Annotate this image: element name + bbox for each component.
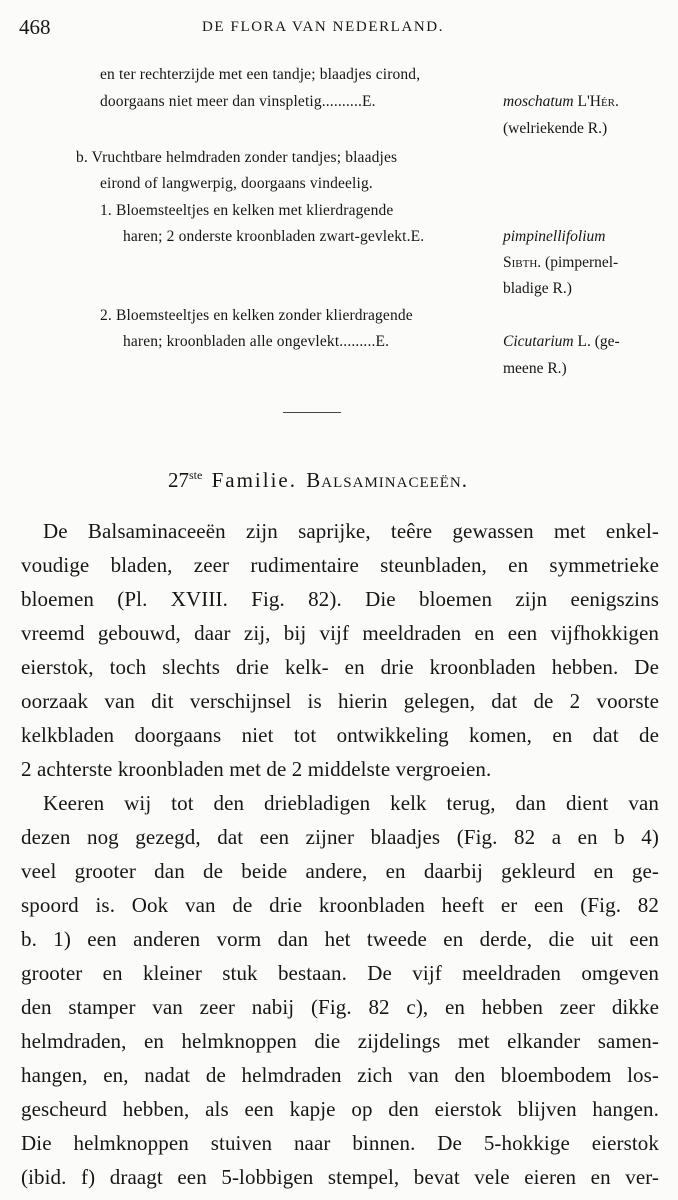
body-line: kelkbladen doorgaans niet tot ontwikkeling komen, en dat de — [21, 723, 659, 747]
species-common-name: (pimpernel- — [545, 254, 619, 271]
body-line: oorzaak van dit verschijnsel is hierin gelegen, dat de 2 voorste — [21, 689, 659, 713]
section-divider — [283, 412, 341, 413]
species-entry — [503, 93, 619, 111]
key-line: 1. Bloemsteeltjes en kelken met klierdragende — [100, 202, 394, 219]
key-line: eirond of langwerpig, doorgaans vindeelig. — [100, 175, 373, 192]
body-line: Die helmknoppen stuiven naar binnen. De 5-hokkige eierstok — [21, 1131, 659, 1155]
body-line: hangen, en, nadat de helmdraden zich van den bloembodem los- — [21, 1063, 659, 1087]
body-line: gescheurd hebben, als een kapje op den eierstok blijven hangen. — [21, 1097, 659, 1121]
key-line: 2. Bloemsteeltjes en kelken zonder klierdragende — [100, 307, 413, 324]
body-line: grooter en kleiner stuk bestaan. De vijf meeldraden omgeven — [21, 961, 659, 985]
body-line: 2 achterste kroonbladen met de 2 middelste vergroeien. — [21, 757, 492, 781]
key-line: en ter rechterzijde met een tandje; blaadjes cirond, — [100, 66, 421, 83]
species-name: pimpinellifolium — [503, 228, 606, 245]
body-line: bloemen (Pl. XVIII. Fig. 82). Die bloemen zijn eenigszins — [21, 587, 659, 611]
body-line: (ibid. f) draagt een 5-lobbigen stempel, bevat vele eieren en ver- — [21, 1165, 659, 1189]
species-common-name: (ge- — [594, 333, 620, 350]
body-line: dezen nog gezegd, dat een zijner blaadjes (Fig. 82 a en b 4) — [21, 825, 659, 849]
key-line: b. Vruchtbare helmdraden zonder tandjes; blaadjes — [76, 149, 398, 166]
body-line: den stamper van zeer nabij (Fig. 82 c), en hebben zeer dikke — [21, 995, 659, 1019]
species-name: Cicutarium — [503, 333, 574, 350]
body-line: vreemd gebouwd, daar zij, bij vijf meeldraden en een vijfhokkigen — [21, 621, 659, 645]
species-common-name: bladige R.) — [503, 280, 572, 297]
body-line: b. 1) een anderen vorm dan het tweede en derde, die uit een — [21, 927, 659, 951]
species-entry — [503, 254, 618, 272]
family-heading — [168, 468, 468, 493]
family-number: 27 — [168, 468, 189, 492]
species-author: Sibth. — [503, 254, 542, 271]
species-entry — [503, 333, 620, 351]
species-author: L. — [577, 333, 591, 350]
running-title: DE FLORA VAN NEDERLAND. — [202, 19, 445, 35]
body-line: helmdraden, en helmknoppen die zijdelings met elkander samen- — [21, 1029, 659, 1053]
body-line: spoord is. Ook van de drie kroonbladen heeft er een (Fig. 82 — [21, 893, 659, 917]
key-line: haren; kroonbladen alle ongevlekt.........E. — [123, 333, 390, 350]
species-common-name: meene R.) — [503, 360, 567, 377]
body-line: veel grooter dan de beide andere, en daarbij gekleurd en ge- — [21, 859, 659, 883]
key-line: doorgaans niet meer dan vinspletig..........E. — [100, 93, 376, 110]
species-name: moschatum — [503, 93, 574, 110]
body-line: De Balsaminaceeën zijn saprijke, teêre gewassen met enkel- — [43, 519, 659, 543]
species-author: L'Hér. — [577, 93, 619, 110]
family-number-suffix: ste — [189, 468, 203, 482]
page-number: 468 — [19, 15, 51, 39]
key-line: haren; 2 onderste kroonbladen zwart-gevlekt.E. — [123, 228, 425, 245]
body-line: Keeren wij tot den driebladigen kelk terug, dan dient van — [43, 791, 659, 815]
family-word: Familie. — [211, 468, 298, 492]
family-name: Balsaminaceeën. — [306, 468, 469, 492]
body-line: eierstok, toch slechts drie kelk- en drie kroonbladen hebben. De — [21, 655, 659, 679]
species-common-name: (welriekende R.) — [503, 120, 608, 137]
body-line: voudige bladen, zeer rudimentaire steunbladen, en symmetrieke — [21, 553, 659, 577]
